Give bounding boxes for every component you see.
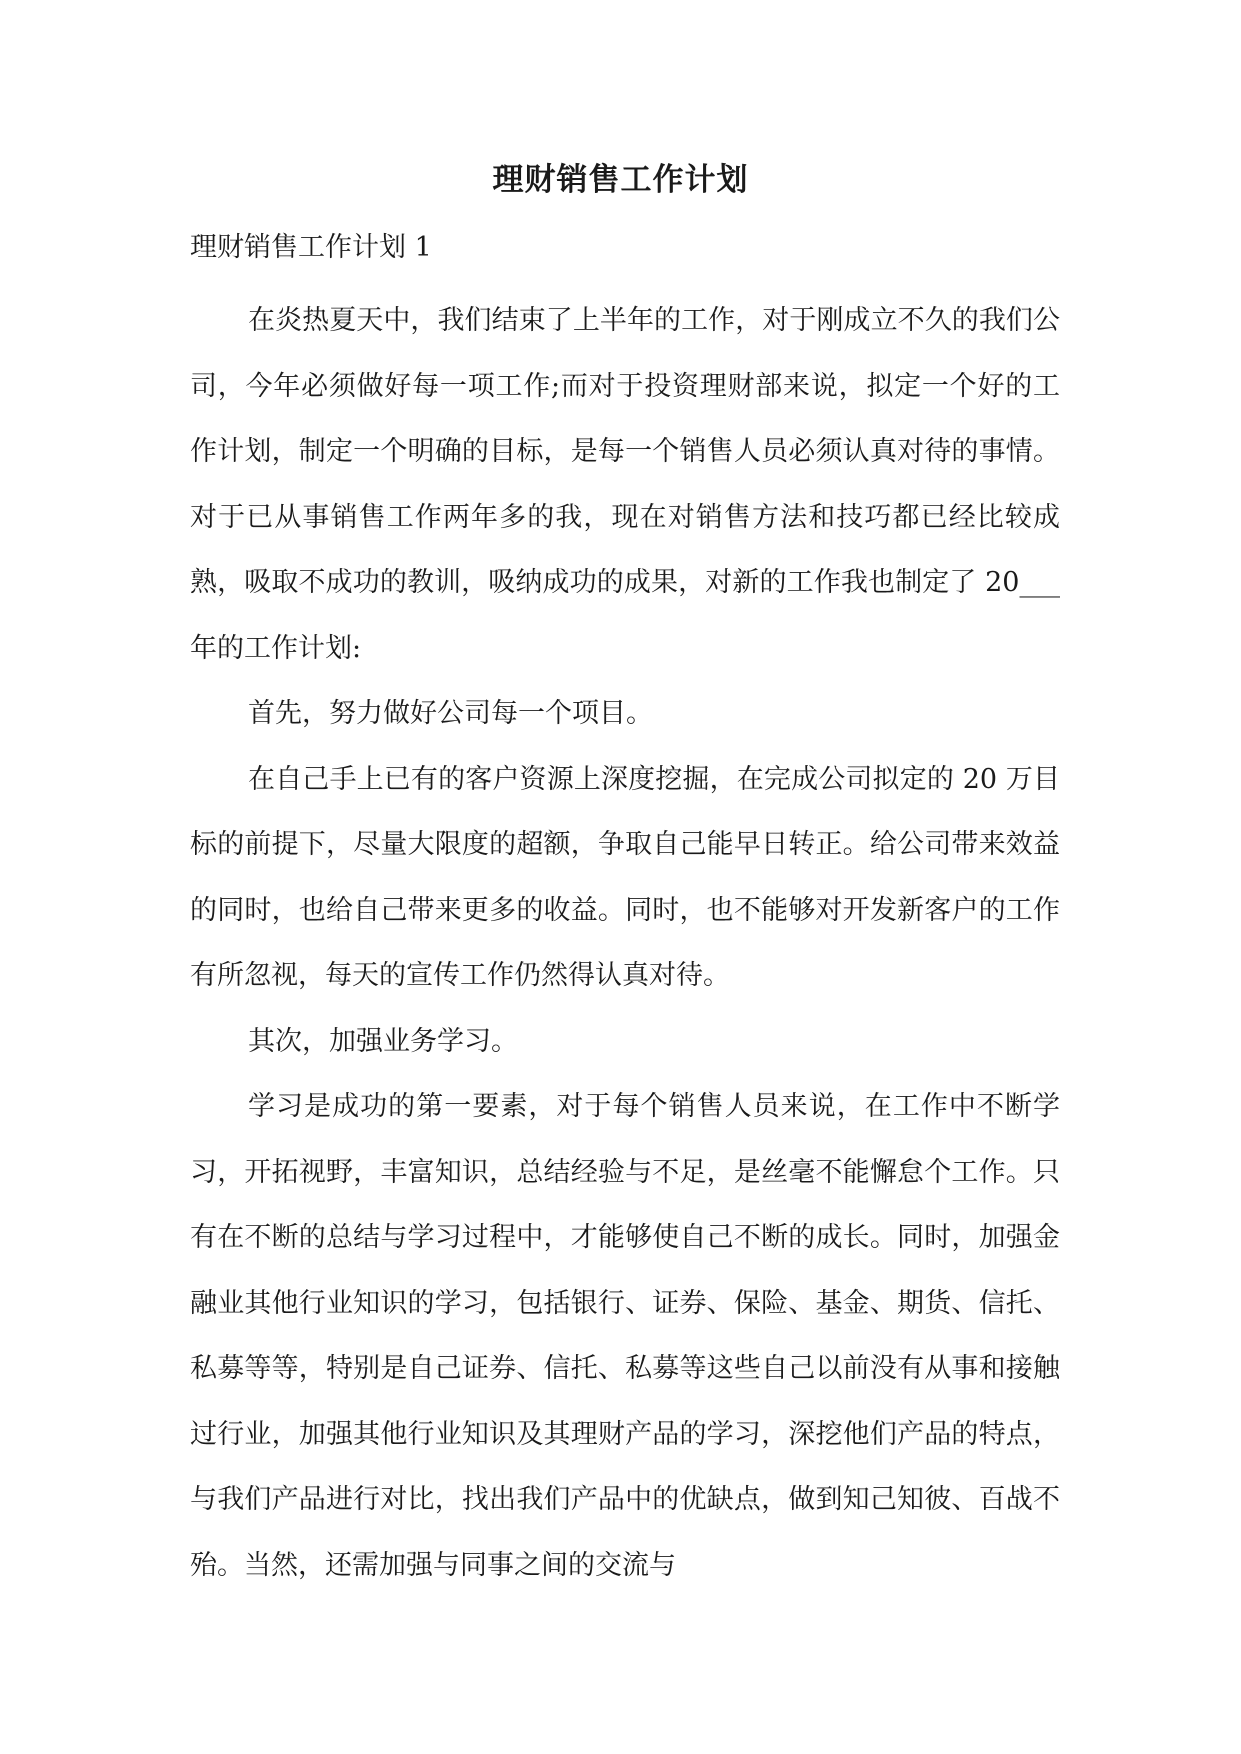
paragraph-second-point: 其次，加强业务学习。 bbox=[248, 1025, 518, 1057]
paragraph-intro: 在炎热夏天中，我们结束了上半年的工作，对于刚成立不久的我们公司，今年必须做好每一项工作;而对于投资理财部来说，拟定一个好的工作计划，制定一个明确的目标，是每一个销售人员必须认真对待的事情。对于已从事销售工作两年多的我，现在对销售方法和技巧都已经比较成熟，吸取不成功的教训，吸纳成功的成果，对新的工作我也制定了 20___年的工作计划: bbox=[190, 305, 1060, 664]
section-heading: 理财销售工作计划 1 bbox=[190, 232, 432, 263]
document-title: 理财销售工作计划 bbox=[492, 162, 749, 198]
document-body bbox=[190, 288, 1060, 1598]
paragraph-learning: 学习是成功的第一要素，对于每个销售人员来说，在工作中不断学习，开拓视野，丰富知识，总结经验与不足，是丝毫不能懈怠个工作。只有在不断的总结与学习过程中，才能够使自己不断的成长。同时，加强金融业其他行业知识的学习，包括银行、证券、保险、基金、期货、信托、私募等等，特别是自己证券、信托、私募等这些自己以前没有从事和接触过行业，加强其他行业知识及其理财产品的学习，深挖他们产品的特点，与我们产品进行对比，找出我们产品中的优缺点，做到知己知彼、百战不殆。当然，还需加强与同事之间的交流与 bbox=[190, 1091, 1060, 1581]
paragraph-client-resources: 在自己手上已有的客户资源上深度挖掘，在完成公司拟定的 20 万目标的前提下，尽量大限度的超额，争取自己能早日转正。给公司带来效益的同时，也给自己带来更多的收益。同时，也不能够对开发新客户的工作有所忽视，每天的宣传工作仍然得认真对待。 bbox=[190, 763, 1060, 991]
paragraph-first-point: 首先，努力做好公司每一个项目。 bbox=[248, 698, 653, 729]
